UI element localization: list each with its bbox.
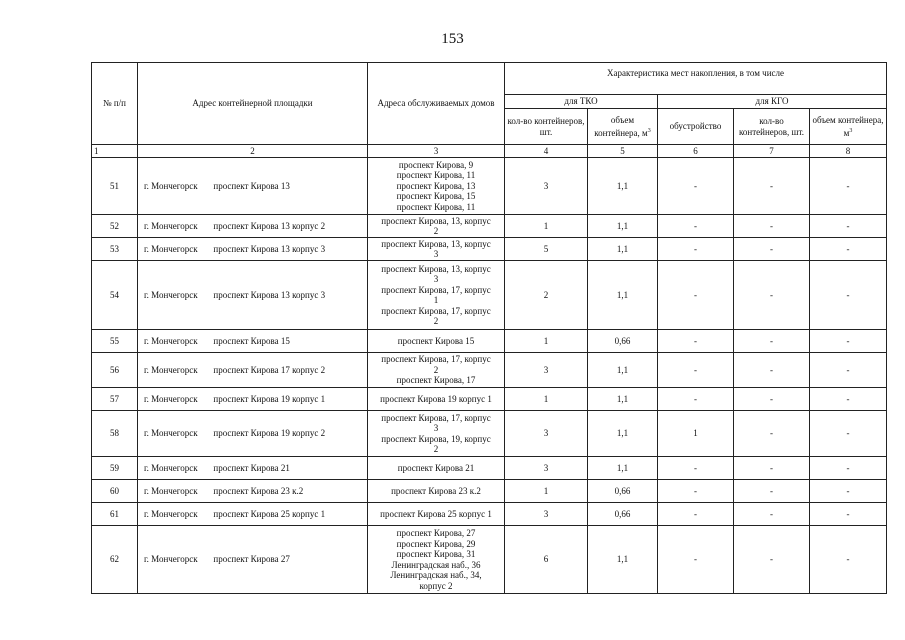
site-address: г. Мончегорск проспект Кирова 27 [138, 526, 368, 594]
kgo-volume: - [810, 158, 887, 215]
column-index: 7 [734, 145, 810, 158]
kgo-volume: - [810, 388, 887, 411]
tko-count: 3 [505, 158, 588, 215]
column-index: 6 [658, 145, 734, 158]
kgo-count: - [734, 261, 810, 330]
row-number: 59 [92, 457, 138, 480]
header-kgo-count: кол-во контейнеров, шт. [734, 109, 810, 145]
tko-count: 3 [505, 503, 588, 526]
table-row [92, 503, 887, 526]
kgo-count: - [734, 353, 810, 388]
header-num: № п/п [92, 63, 138, 145]
tko-volume: 1,1 [588, 261, 658, 330]
site-address: г. Мончегорск проспект Кирова 13 корпус 3 [138, 261, 368, 330]
tko-count: 6 [505, 526, 588, 594]
kgo-count: - [734, 388, 810, 411]
kgo-setup: - [658, 388, 734, 411]
kgo-setup: - [658, 353, 734, 388]
kgo-setup: - [658, 526, 734, 594]
served-houses: проспект Кирова, 13, корпус 3 [368, 238, 505, 261]
site-address: г. Мончегорск проспект Кирова 13 корпус 3 [138, 238, 368, 261]
served-houses: проспект Кирова 19 корпус 1 [368, 388, 505, 411]
table-row [92, 411, 887, 457]
kgo-count: - [734, 503, 810, 526]
kgo-volume: - [810, 215, 887, 238]
tko-volume: 1,1 [588, 388, 658, 411]
kgo-setup: 1 [658, 411, 734, 457]
site-address: г. Мончегорск проспект Кирова 23 к.2 [138, 480, 368, 503]
header-kgo: для КГО [658, 95, 887, 109]
served-houses: проспект Кирова 15 [368, 330, 505, 353]
site-address: г. Мончегорск проспект Кирова 17 корпус 2 [138, 353, 368, 388]
row-number: 57 [92, 388, 138, 411]
kgo-volume: - [810, 480, 887, 503]
kgo-volume: - [810, 261, 887, 330]
served-houses: проспект Кирова 23 к.2 [368, 480, 505, 503]
header-tko-count: кол-во контейнеров, шт. [505, 109, 588, 145]
tko-count: 1 [505, 330, 588, 353]
served-houses: проспект Кирова, 9 проспект Кирова, 11 проспект Кирова, 13 проспект Кирова, 15 проспект Кирова, 11 [368, 158, 505, 215]
served-houses: проспект Кирова, 13, корпус 2 [368, 215, 505, 238]
tko-count: 1 [505, 388, 588, 411]
kgo-count: - [734, 158, 810, 215]
tko-count: 1 [505, 215, 588, 238]
kgo-volume: - [810, 503, 887, 526]
site-address: г. Мончегорск проспект Кирова 13 [138, 158, 368, 215]
site-address: г. Мончегорск проспект Кирова 13 корпус 2 [138, 215, 368, 238]
kgo-count: - [734, 215, 810, 238]
served-houses: проспект Кирова 25 корпус 1 [368, 503, 505, 526]
table-row [92, 526, 887, 594]
header-address: Адрес контейнерной площадки [138, 63, 368, 145]
table-row [92, 261, 887, 330]
site-address: г. Мончегорск проспект Кирова 19 корпус 2 [138, 411, 368, 457]
row-number: 62 [92, 526, 138, 594]
served-houses: проспект Кирова, 27 проспект Кирова, 29 проспект Кирова, 31 Ленинградская наб., 36 Ленинградская наб., 34, корпус 2 [368, 526, 505, 594]
served-houses: проспект Кирова 21 [368, 457, 505, 480]
tko-volume: 1,1 [588, 411, 658, 457]
tko-count: 3 [505, 457, 588, 480]
kgo-volume: - [810, 353, 887, 388]
tko-volume: 0,66 [588, 503, 658, 526]
tko-volume: 1,1 [588, 158, 658, 215]
column-index: 3 [368, 145, 505, 158]
header-kgo-volume: объем контейнера, $м^3$ [810, 109, 887, 145]
header-characteristic: Характеристика мест накопления, в том числе [505, 63, 887, 95]
column-index: 4 [505, 145, 588, 158]
tko-count: 3 [505, 353, 588, 388]
row-number: 61 [92, 503, 138, 526]
tko-volume: 1,1 [588, 215, 658, 238]
tko-count: 2 [505, 261, 588, 330]
tko-volume: 1,1 [588, 353, 658, 388]
header-kgo-setup: обустройство [658, 109, 734, 145]
table-row [92, 353, 887, 388]
kgo-count: - [734, 330, 810, 353]
kgo-setup: - [658, 261, 734, 330]
kgo-volume: - [810, 457, 887, 480]
column-index: 2 [138, 145, 368, 158]
site-address: г. Мончегорск проспект Кирова 19 корпус 1 [138, 388, 368, 411]
kgo-volume: - [810, 330, 887, 353]
kgo-setup: - [658, 480, 734, 503]
row-number: 58 [92, 411, 138, 457]
header-tko: для ТКО [505, 95, 658, 109]
kgo-count: - [734, 411, 810, 457]
row-number: 54 [92, 261, 138, 330]
kgo-count: - [734, 480, 810, 503]
site-address: г. Мончегорск проспект Кирова 21 [138, 457, 368, 480]
served-houses: проспект Кирова, 17, корпус 3 проспект Кирова, 19, корпус 2 [368, 411, 505, 457]
served-houses: проспект Кирова, 17, корпус 2 проспект Кирова, 17 [368, 353, 505, 388]
row-number: 53 [92, 238, 138, 261]
site-address: г. Мончегорск проспект Кирова 15 [138, 330, 368, 353]
tko-count: 5 [505, 238, 588, 261]
tko-count: 1 [505, 480, 588, 503]
table-row [92, 457, 887, 480]
served-houses: проспект Кирова, 13, корпус 3 проспект Кирова, 17, корпус 1 проспект Кирова, 17, корпус 2 [368, 261, 505, 330]
kgo-volume: - [810, 238, 887, 261]
tko-volume: 0,66 [588, 480, 658, 503]
tko-count: 3 [505, 411, 588, 457]
page-number: 153 [441, 31, 464, 47]
row-number: 52 [92, 215, 138, 238]
row-number: 60 [92, 480, 138, 503]
row-number: 51 [92, 158, 138, 215]
kgo-volume: - [810, 411, 887, 457]
column-index: 1 [92, 145, 138, 158]
column-index: 8 [810, 145, 887, 158]
table-row [92, 330, 887, 353]
kgo-volume: - [810, 526, 887, 594]
kgo-setup: - [658, 238, 734, 261]
tko-volume: 1,1 [588, 457, 658, 480]
header-served-houses: Адреса обслуживаемых домов [368, 63, 505, 145]
site-address: г. Мончегорск проспект Кирова 25 корпус 1 [138, 503, 368, 526]
column-index: 5 [588, 145, 658, 158]
kgo-setup: - [658, 215, 734, 238]
row-number: 56 [92, 353, 138, 388]
column-index-row [92, 145, 887, 158]
kgo-count: - [734, 526, 810, 594]
row-number: 55 [92, 330, 138, 353]
table-row [92, 480, 887, 503]
kgo-setup: - [658, 158, 734, 215]
kgo-setup: - [658, 457, 734, 480]
container-sites-table [91, 62, 887, 594]
table-row [92, 158, 887, 215]
tko-volume: 0,66 [588, 330, 658, 353]
table-row [92, 238, 887, 261]
tko-volume: 1,1 [588, 238, 658, 261]
kgo-count: - [734, 457, 810, 480]
kgo-setup: - [658, 503, 734, 526]
header-tko-volume: объем контейнера, $м^3$ [588, 109, 658, 145]
table-row [92, 388, 887, 411]
kgo-setup: - [658, 330, 734, 353]
tko-volume: 1,1 [588, 526, 658, 594]
kgo-count: - [734, 238, 810, 261]
table-row [92, 215, 887, 238]
